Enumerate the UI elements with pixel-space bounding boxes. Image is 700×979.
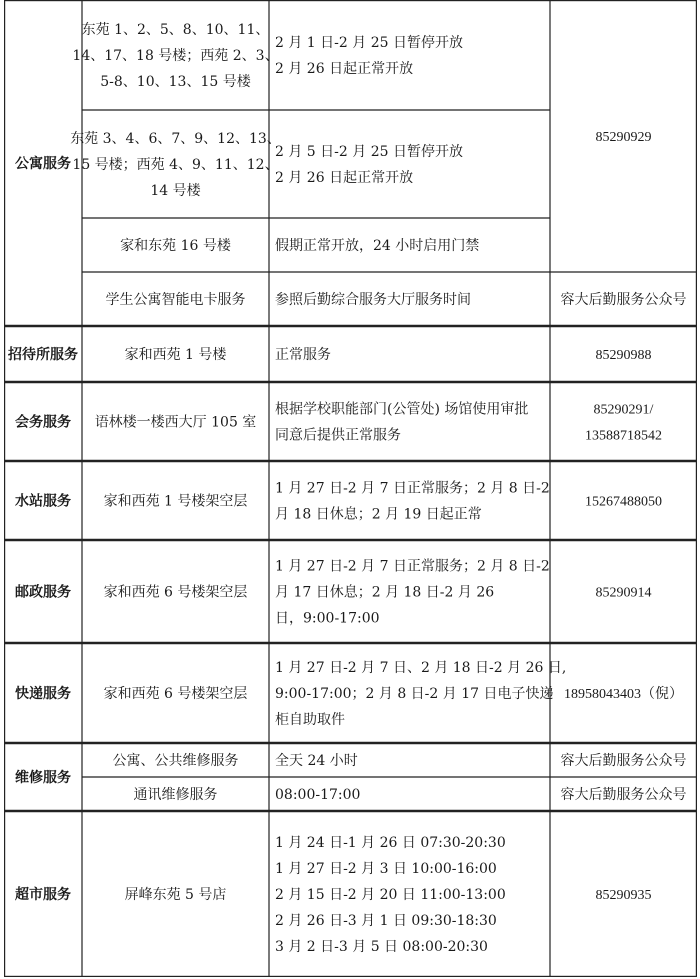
time-cell [275,558,550,627]
contact-cell [596,586,652,601]
location-cell-line: 通讯维修服务 [133,787,218,803]
contact-cell-line: 15267488050 [585,494,662,510]
location-cell [134,787,218,803]
contact-cell-line: 85290291/ [593,402,654,418]
time-cell [275,35,463,77]
time-cell [275,291,471,308]
contact-cell-line: 容大后勤服务公众号 [560,754,687,769]
category-label [15,685,71,702]
location-cell-line: 14 号楼 [150,183,201,199]
category-label [15,886,71,903]
location-cell [72,21,278,90]
time-cell [275,401,528,444]
time-cell-line: 2 月 26 日-3 月 1 日 09:30-18:30 [275,913,497,929]
time-cell [275,237,479,254]
location-cell-line: 家和西苑 1 号楼 [124,347,227,363]
location-cell [104,584,248,601]
contact-cell [585,403,662,444]
time-cell [275,144,463,186]
time-cell-line: 1 月 27 日-2 月 7 日、2 月 18 日-2 月 26 日, [275,660,567,676]
time-cell-line: 2 月 26 日起正常开放 [275,170,414,186]
contact-cell [564,686,683,702]
location-cell-line: 家和东苑 16 号楼 [120,238,231,254]
contact-cell [561,291,687,308]
time-cell-line: 1 月 24 日-1 月 26 日 07:30-20:30 [275,835,506,851]
location-cell [70,130,281,199]
category-label-line: 会务服务 [15,414,71,431]
contact-cell [561,786,687,803]
category-label-line: 快递服务 [15,686,71,702]
location-cell-line: 15 号楼；西苑 4、9、11、12、 [72,157,279,173]
time-cell [275,753,358,769]
time-cell-line: 正常服务 [275,347,331,363]
service-schedule-table [4,0,697,977]
contact-cell [596,130,652,145]
time-cell-line: 同意后提供正常服务 [275,427,401,444]
category-label [15,493,71,510]
location-cell-line: 5-8、10、13、15 号楼 [100,74,251,90]
location-cell-line: 公寓、公共维修服务 [112,753,239,769]
contact-cell [585,495,662,510]
location-cell [125,886,227,903]
location-cell [113,753,239,769]
category-label [15,155,71,172]
time-cell-line: 9:00-17:00；2 月 8 日-2 月 17 日电子快递 [275,686,554,702]
time-cell-line: 月 17 日休息；2 月 18 日-2 月 26 [275,584,495,601]
location-cell [125,346,228,363]
time-cell-line: 日，9:00-17:00 [275,610,380,627]
location-cell-line: 家和西苑 6 号楼架空层 [103,584,248,601]
category-label-line: 水站服务 [15,493,71,510]
time-cell-line: 参照后勤综合服务大厅服务时间 [275,292,471,308]
location-cell-line: 14、17、18 号楼；西苑 2、3、 [72,48,279,64]
location-cell-line: 家和西苑 1 号楼架空层 [103,493,248,510]
category-label-line: 邮政服务 [15,584,71,601]
location-cell [95,414,257,431]
contact-cell-line: 85290914 [595,585,652,601]
contact-cell-line: 85290988 [595,348,652,363]
time-cell [275,346,331,363]
time-cell-line: 3 月 2 日-3 月 5 日 08:00-20:30 [275,939,488,955]
category-label-line: 维修服务 [15,770,71,786]
location-cell [104,685,248,702]
location-cell-line: 东苑 1、2、5、8、10、11、 [81,22,270,38]
category-label-line: 公寓服务 [15,156,71,172]
category-label [15,769,71,786]
time-cell-line: 2 月 5 日-2 月 25 日暂停开放 [275,144,463,160]
category-label [7,346,78,363]
contact-cell-line: 13588718542 [585,428,662,444]
time-cell [275,835,506,955]
time-cell [275,480,550,523]
time-cell-line: 1 月 27 日-2 月 7 日正常服务；2 月 8 日-2 [275,480,550,497]
location-cell-line: 语林楼一楼西大厅 105 室 [94,414,257,431]
contact-cell-line: 85290935 [595,888,652,903]
time-cell-line: 根据学校职能部门(公管处) 场馆使用审批 [275,401,529,418]
contact-cell-line: 容大后勤服务公众号 [560,788,687,803]
time-cell [275,660,566,728]
location-cell-line: 东苑 3、4、6、7、9、12、13、 [70,131,281,147]
location-cell-line: 屏峰东苑 5 号店 [124,887,227,903]
contact-cell [561,752,687,769]
time-cell-line: 08:00-17:00 [275,787,361,803]
location-cell-line: 学生公寓智能电卡服务 [105,292,246,308]
time-cell-line: 假期正常开放，24 小时启用门禁 [275,238,480,254]
contact-cell-line: 85290929 [595,130,652,145]
location-cell [104,493,248,510]
contact-cell [596,348,652,363]
time-cell-line: 2 月 26 日起正常开放 [275,61,414,77]
time-cell-line: 月 18 日休息；2 月 19 日起正常 [275,506,482,523]
time-cell-line: 全天 24 小时 [275,753,358,769]
time-cell-line: 2 月 15 日-2 月 20 日 11:00-13:00 [275,887,506,903]
category-label-line: 招待所服务 [8,347,78,363]
contact-cell [596,888,652,903]
location-cell [120,237,232,254]
category-label [15,414,71,431]
time-cell-line: 1 月 27 日-2 月 3 日 10:00-16:00 [275,861,497,877]
time-cell [275,787,360,803]
contact-cell-line: 容大后勤服务公众号 [560,293,687,308]
location-cell [106,291,246,308]
time-cell-line: 柜自助取件 [275,712,345,728]
time-cell-line: 2 月 1 日-2 月 25 日暂停开放 [275,35,463,51]
category-label-line: 超市服务 [15,887,71,903]
time-cell-line: 1 月 27 日-2 月 7 日正常服务；2 月 8 日-2 [275,558,550,575]
category-label [15,584,71,601]
location-cell-line: 家和西苑 6 号楼架空层 [103,686,248,702]
contact-cell-line: 18958043403（倪） [564,687,683,702]
